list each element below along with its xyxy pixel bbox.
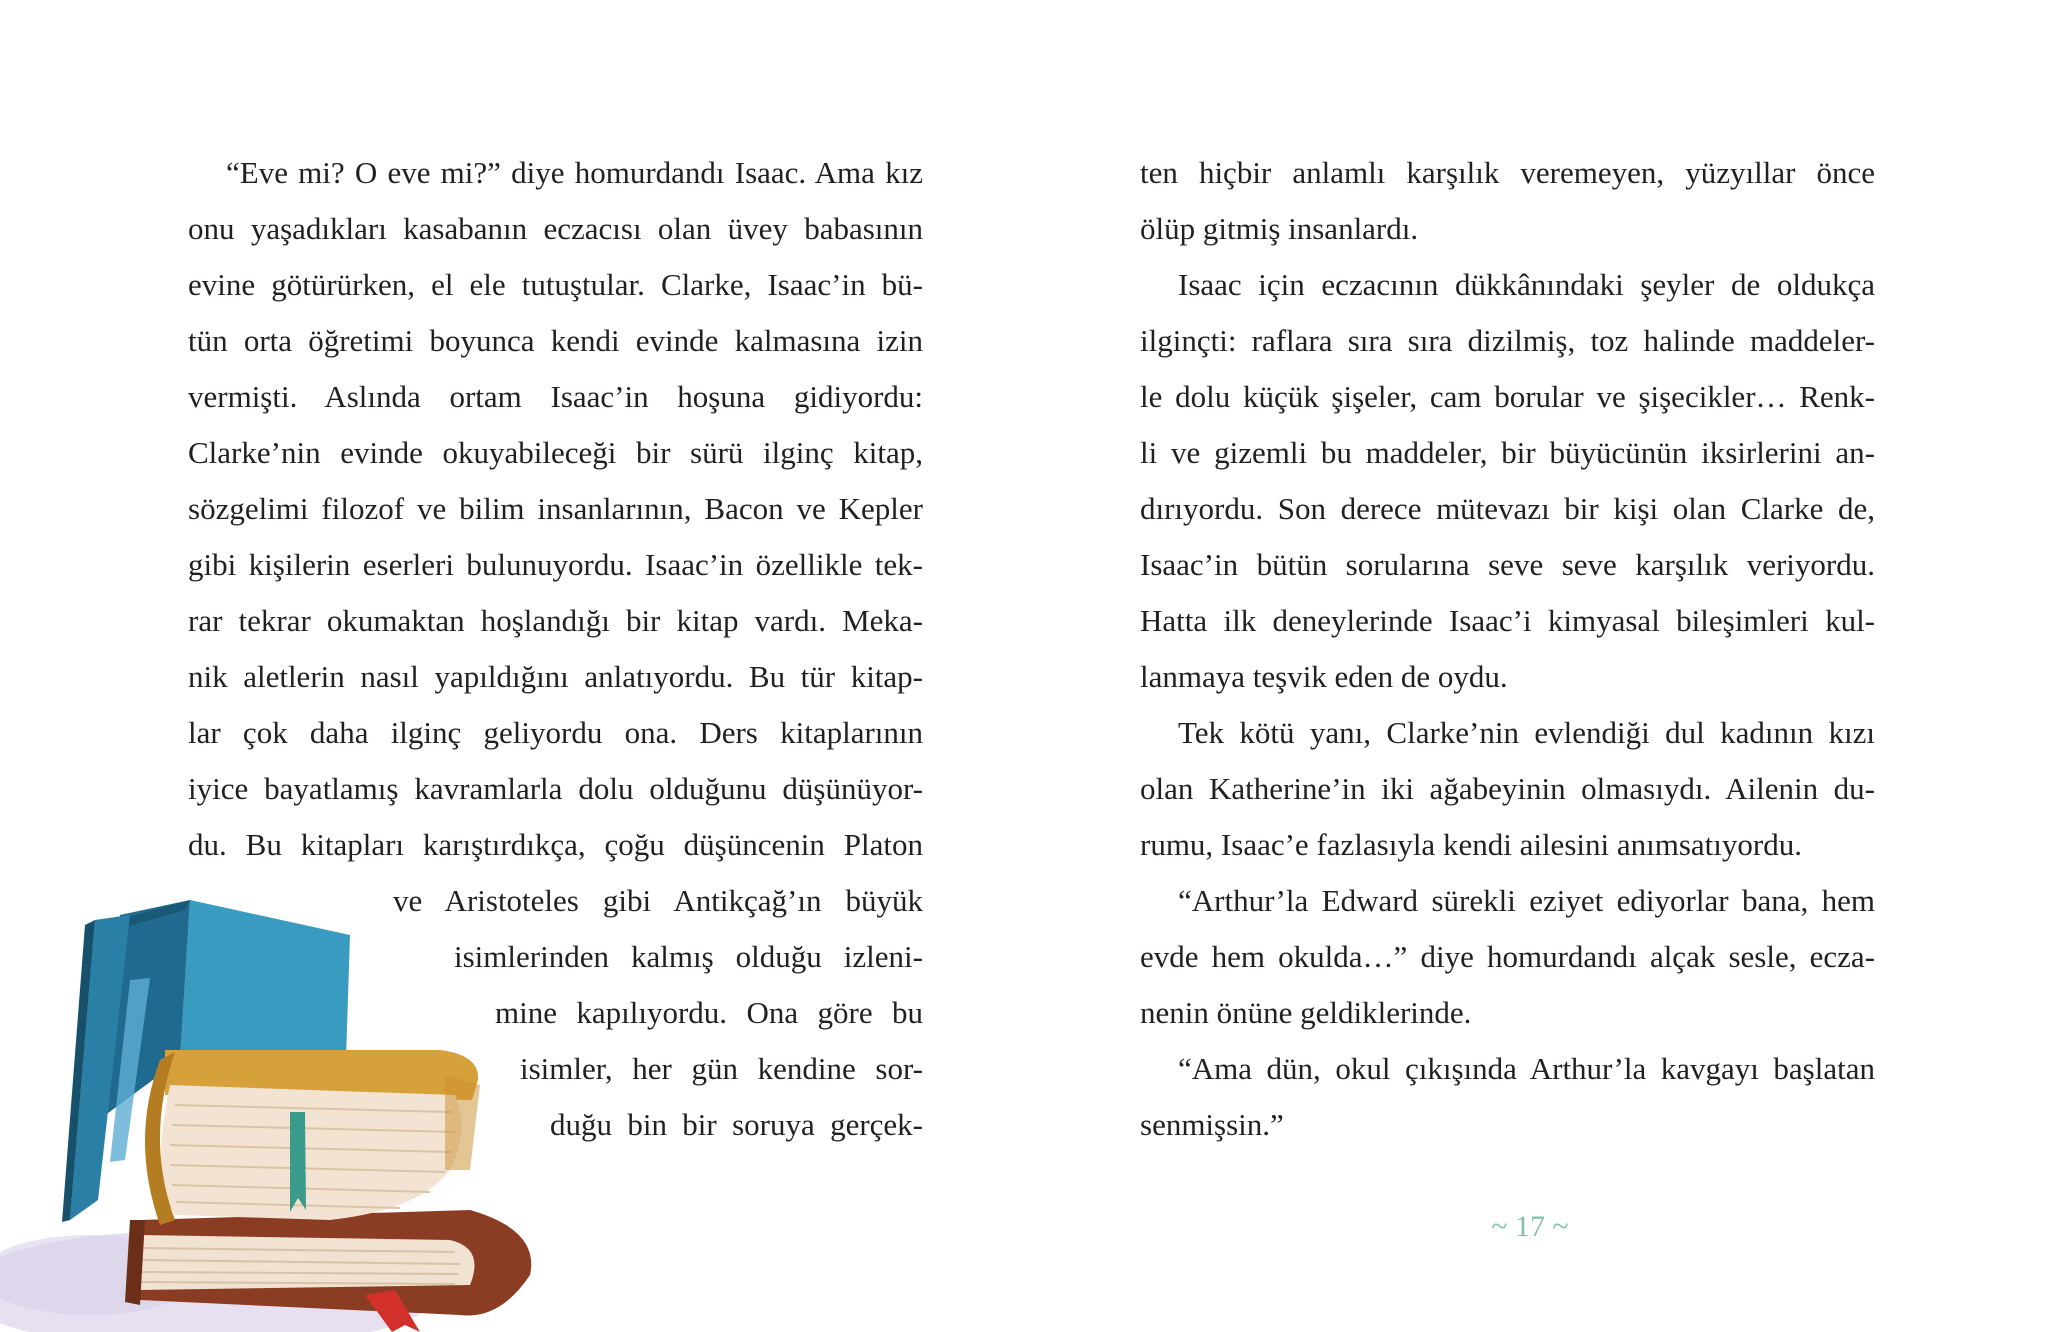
text-line: ten hiçbir anlamlı karşılık veremeyen, yüzyıllar önce [1140, 155, 1875, 190]
text-line: Isaac için eczacının dükkânındaki şeyler de oldukça [1178, 267, 1875, 302]
text-line: isimler, her gün kendine sor- [520, 1051, 923, 1086]
text-line: olan Katherine’in iki ağabeyinin olmasıydı. Ailenin du- [1140, 771, 1875, 806]
books-illustration [0, 880, 560, 1332]
text-line: “Eve mi? O eve mi?” diye homurdandı Isaac. Ama kız [226, 155, 923, 190]
page-number: ~ 17 ~ [1491, 1210, 1569, 1243]
text-line: Clarke’nin evinde okuyabileceği bir sürü ilginç kitap, [188, 435, 923, 470]
text-line: onu yaşadıkları kasabanın eczacısı olan üvey babasının [188, 211, 923, 246]
text-line: mine kapılıyordu. Ona göre bu [495, 995, 923, 1030]
text-line: dırıyordu. Son derece mütevazı bir kişi olan Clarke de, [1140, 491, 1875, 526]
text-line: Hatta ilk deneylerinde Isaac’i kimyasal bileşimleri kul- [1140, 603, 1875, 638]
text-line: nenin önüne geldiklerinde. [1140, 995, 1472, 1030]
text-line: evine götürürken, el ele tutuştular. Clarke, Isaac’in bü- [188, 267, 923, 302]
right-text-column [1140, 153, 1875, 1143]
text-line: ilginçti: raflara sıra sıra dizilmiş, toz halinde maddeler- [1140, 323, 1875, 358]
text-line: Isaac’in bütün sorularına seve seve karşılık veriyordu. [1140, 547, 1875, 582]
text-line: isimlerinden kalmış olduğu izleni- [454, 939, 923, 974]
text-line: rumu, Isaac’e fazlasıyla kendi ailesini anımsatıyordu. [1140, 827, 1802, 862]
gold-book [145, 1050, 480, 1225]
text-line: vermişti. Aslında ortam Isaac’in hoşuna gidiyordu: [188, 379, 923, 414]
text-line: Tek kötü yanı, Clarke’nin evlendiği dul kadının kızı [1178, 715, 1875, 750]
text-line: iyice bayatlamış kavramlarla dolu olduğunu düşünüyor- [188, 771, 923, 806]
text-line: le dolu küçük şişeler, cam borular ve şişecikler… Renk- [1140, 379, 1875, 414]
text-line: evde hem okulda…” diye homurdandı alçak sesle, ecza- [1140, 939, 1875, 974]
text-line: “Ama dün, okul çıkışında Arthur’la kavgayı başlatan [1178, 1051, 1875, 1086]
text-line: senmişsin.” [1140, 1107, 1284, 1142]
text-line: ve Aristoteles gibi Antikçağ’ın büyük [393, 883, 923, 918]
text-line: “Arthur’la Edward sürekli eziyet ediyorlar bana, hem [1178, 883, 1875, 918]
text-line: du. Bu kitapları karıştırdıkça, çoğu düşüncenin Platon [188, 827, 923, 862]
text-line: duğu bin bir soruya gerçek- [550, 1107, 923, 1142]
teal-ribbon [290, 1112, 306, 1212]
brown-book [125, 1210, 531, 1316]
text-line: lanmaya teşvik eden de oydu. [1140, 659, 1508, 694]
text-line: nik aletlerin nasıl yapıldığını anlatıyordu. Bu tür kitap- [188, 659, 923, 694]
text-line: gibi kişilerin eserleri bulunuyordu. Isaac’in özellikle tek- [188, 547, 923, 582]
text-line: li ve gizemli bu maddeler, bir büyücünün iksirlerini an- [1140, 435, 1875, 470]
text-line: rar tekrar okumaktan hoşlandığı bir kitap vardı. Meka- [188, 603, 923, 638]
text-line: tün orta öğretimi boyunca kendi evinde kalmasına izin [188, 323, 923, 358]
text-line: lar çok daha ilginç geliyordu ona. Ders kitaplarının [188, 715, 923, 750]
text-line: sözgelimi filozof ve bilim insanlarının, Bacon ve Kepler [188, 491, 923, 526]
text-line: ölüp gitmiş insanlardı. [1140, 211, 1419, 246]
